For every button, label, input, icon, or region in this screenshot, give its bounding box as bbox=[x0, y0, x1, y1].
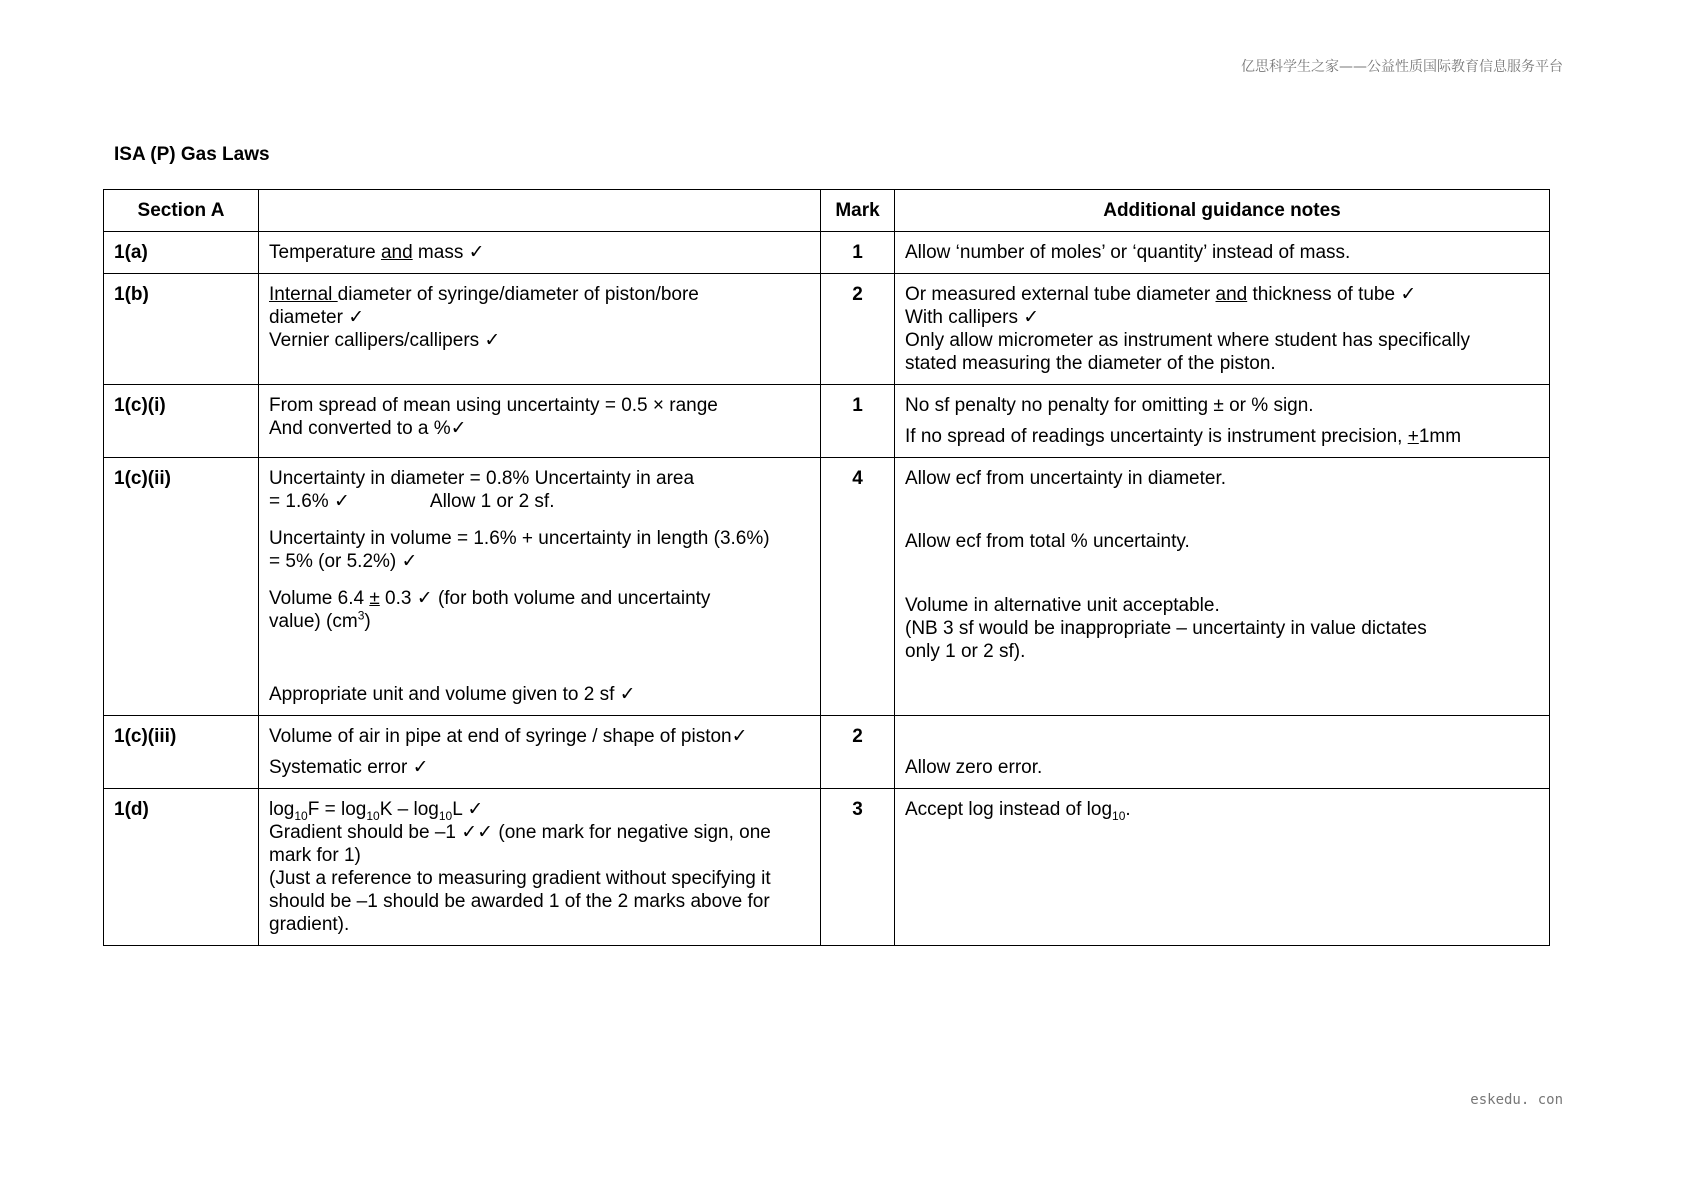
notes-cell bbox=[895, 458, 1550, 716]
answer-text: And converted to a %✓ bbox=[269, 418, 467, 439]
answer-text: = 5% (or 5.2%) ✓ bbox=[269, 551, 418, 572]
notes-text: Only allow micrometer as instrument where student has specifically bbox=[905, 330, 1470, 351]
table-row bbox=[104, 274, 1550, 385]
answer-text: value) (cm bbox=[269, 611, 358, 632]
notes-cell bbox=[895, 385, 1550, 458]
notes-cell bbox=[895, 789, 1550, 946]
table-row bbox=[104, 716, 1550, 789]
header-answer bbox=[259, 190, 821, 232]
answer-text: ) bbox=[364, 611, 371, 632]
answer-text: From spread of mean using uncertainty = 0.5 × range bbox=[269, 395, 718, 416]
answer-cell bbox=[259, 385, 821, 458]
notes-text: (NB 3 sf would be inappropriate – uncertainty in value dictates bbox=[905, 618, 1427, 639]
answer-text: (Just a reference to measuring gradient without specifying it bbox=[269, 868, 771, 889]
answer-text: mark for 1) bbox=[269, 845, 361, 866]
notes-text: Allow ‘number of moles’ or ‘quantity’ instead of mass. bbox=[905, 242, 1351, 263]
answer-text: 0.3 ✓ (for both volume and uncertainty bbox=[379, 588, 711, 609]
mark-scheme-table bbox=[103, 189, 1550, 946]
answer-cell bbox=[259, 789, 821, 946]
notes-text: With callipers ✓ bbox=[905, 307, 1040, 328]
header-section: Section A bbox=[104, 190, 259, 232]
notes-cell bbox=[895, 274, 1550, 385]
answer-text: gradient). bbox=[269, 914, 350, 935]
mark-value: 1 bbox=[821, 385, 895, 458]
notes-text-underlined: and bbox=[1215, 284, 1248, 305]
notes-text: Or measured external tube diameter bbox=[905, 284, 1216, 305]
question-number: 1(c)(iii) bbox=[104, 716, 259, 789]
answer-text: diameter of syringe/diameter of piston/bore bbox=[337, 284, 699, 305]
superscript: 3 bbox=[357, 608, 365, 623]
answer-cell bbox=[259, 232, 821, 274]
footer-watermark: eskedu. con bbox=[1470, 1092, 1563, 1108]
notes-text: Allow zero error. bbox=[905, 757, 1043, 778]
header-notes: Additional guidance notes bbox=[895, 190, 1550, 232]
answer-text: Vernier callipers/callipers ✓ bbox=[269, 330, 501, 351]
answer-text: Appropriate unit and volume given to 2 sf ✓ bbox=[269, 684, 636, 705]
table-row bbox=[104, 232, 1550, 274]
table-row bbox=[104, 385, 1550, 458]
answer-text: Uncertainty in diameter = 0.8% Uncertainty in area bbox=[269, 468, 695, 489]
log-equation: $\log_{10}F = \log_{10}K - \log_{10}L$ ✓ bbox=[269, 799, 484, 823]
notes-text: Allow ecf from total % uncertainty. bbox=[905, 531, 1190, 552]
notes-text: Volume in alternative unit acceptable. bbox=[905, 595, 1220, 616]
header-mark: Mark bbox=[821, 190, 895, 232]
answer-text-underlined: and bbox=[380, 242, 413, 263]
table-header-row bbox=[104, 190, 1550, 232]
table-row bbox=[104, 458, 1550, 716]
notes-text: 1mm bbox=[1418, 426, 1462, 447]
answer-text: Volume of air in pipe at end of syringe / shape of piston✓ bbox=[269, 726, 748, 747]
answer-text: Allow 1 or 2 sf. bbox=[429, 491, 555, 512]
header-watermark: 亿思科学生之家——公益性质国际教育信息服务平台 bbox=[1241, 59, 1563, 75]
mark-value: 2 bbox=[821, 274, 895, 385]
answer-text: Uncertainty in volume = 1.6% + uncertainty in length (3.6%) bbox=[269, 528, 770, 549]
table-row bbox=[104, 789, 1550, 946]
answer-cell bbox=[259, 274, 821, 385]
answer-text: Gradient should be –1 ✓✓ (one mark for negative sign, one bbox=[269, 822, 771, 843]
notes-text: Allow ecf from uncertainty in diameter. bbox=[905, 468, 1227, 489]
notes-text: stated measuring the diameter of the piston. bbox=[905, 353, 1276, 374]
question-number: 1(d) bbox=[104, 789, 259, 946]
answer-text: Systematic error ✓ bbox=[269, 757, 429, 778]
notes-text: If no spread of readings uncertainty is instrument precision, bbox=[905, 426, 1408, 447]
notes-cell bbox=[895, 716, 1550, 789]
answer-text: Temperature bbox=[269, 242, 381, 263]
question-number: 1(c)(i) bbox=[104, 385, 259, 458]
question-number: 1(a) bbox=[104, 232, 259, 274]
answer-text-underlined: Internal bbox=[269, 284, 338, 305]
mark-value: 2 bbox=[821, 716, 895, 789]
notes-text: only 1 or 2 sf). bbox=[905, 641, 1026, 662]
answer-cell bbox=[259, 458, 821, 716]
notes-text: No sf penalty no penalty for omitting ± or % sign. bbox=[905, 395, 1314, 416]
answer-text: = 1.6% ✓ bbox=[269, 491, 350, 512]
answer-text: diameter ✓ bbox=[269, 307, 365, 328]
notes-cell bbox=[895, 232, 1550, 274]
mark-value: 3 bbox=[821, 789, 895, 946]
answer-text: should be –1 should be awarded 1 of the 2 marks above for bbox=[269, 891, 770, 912]
notes-text-underlined: + bbox=[1407, 426, 1419, 447]
notes-text: Accept log instead of $\log_{10}$. bbox=[905, 799, 1131, 823]
mark-value: 1 bbox=[821, 232, 895, 274]
answer-text: mass ✓ bbox=[412, 242, 485, 263]
answer-text: Volume 6.4 bbox=[269, 588, 370, 609]
mark-value: 4 bbox=[821, 458, 895, 716]
answer-text-underlined: ± bbox=[369, 588, 380, 609]
question-number: 1(c)(ii) bbox=[104, 458, 259, 716]
notes-text: thickness of tube ✓ bbox=[1247, 284, 1417, 305]
answer-cell bbox=[259, 716, 821, 789]
document-title: ISA (P) Gas Laws bbox=[114, 144, 270, 165]
question-number: 1(b) bbox=[104, 274, 259, 385]
